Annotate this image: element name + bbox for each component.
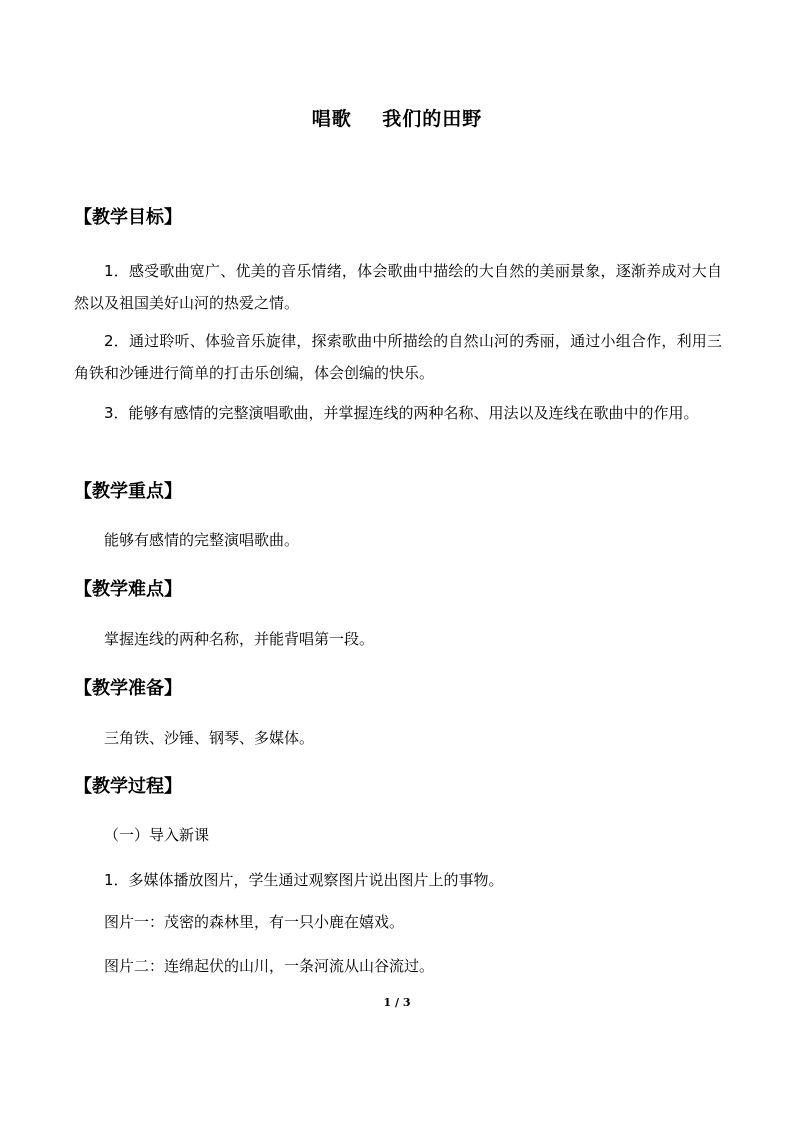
objective-item-2: 2．通过聆听、体验音乐旋律，探索歌曲中所描绘的自然山河的秀丽，通过小组合作，利用三角铁和沙锤进行简单的打击乐创编，体会创编的快乐。 [74,332,722,382]
heading-teaching-process: 【教学过程】 [74,776,182,797]
document-title: 唱歌 我们的田野 [311,108,483,130]
difficulties-text: 掌握连线的两种名称，并能背唱第一段。 [104,630,375,648]
heading-teaching-objectives: 【教学目标】 [74,207,182,228]
process-line-3: 图片二：连绵起伏的山川，一条河流从山谷流过。 [104,957,435,975]
process-line-2: 图片一：茂密的森林里，有一只小鹿在嬉戏。 [104,913,405,931]
preparation-text: 三角铁、沙锤、钢琴、多媒体。 [104,729,315,747]
process-line-1: 1．多媒体播放图片，学生通过观察图片说出图片上的事物。 [104,871,504,889]
heading-difficulties: 【教学难点】 [74,579,182,600]
heading-preparation: 【教学准备】 [74,678,182,699]
objective-item-1: 1．感受歌曲宽广、优美的音乐情绪，体会歌曲中描绘的大自然的美丽景象，逐渐养成对大自然以及祖国美好山河的热爱之情。 [74,262,722,312]
process-subheading: （一）导入新课 [104,826,210,844]
heading-key-points: 【教学重点】 [74,481,182,502]
objective-item-3: 3．能够有感情的完整演唱歌曲，并掌握连线的两种名称、用法以及连线在歌曲中的作用。 [104,404,699,422]
page-number: 1 / 3 [383,996,411,1009]
key-points-text: 能够有感情的完整演唱歌曲。 [104,531,300,549]
